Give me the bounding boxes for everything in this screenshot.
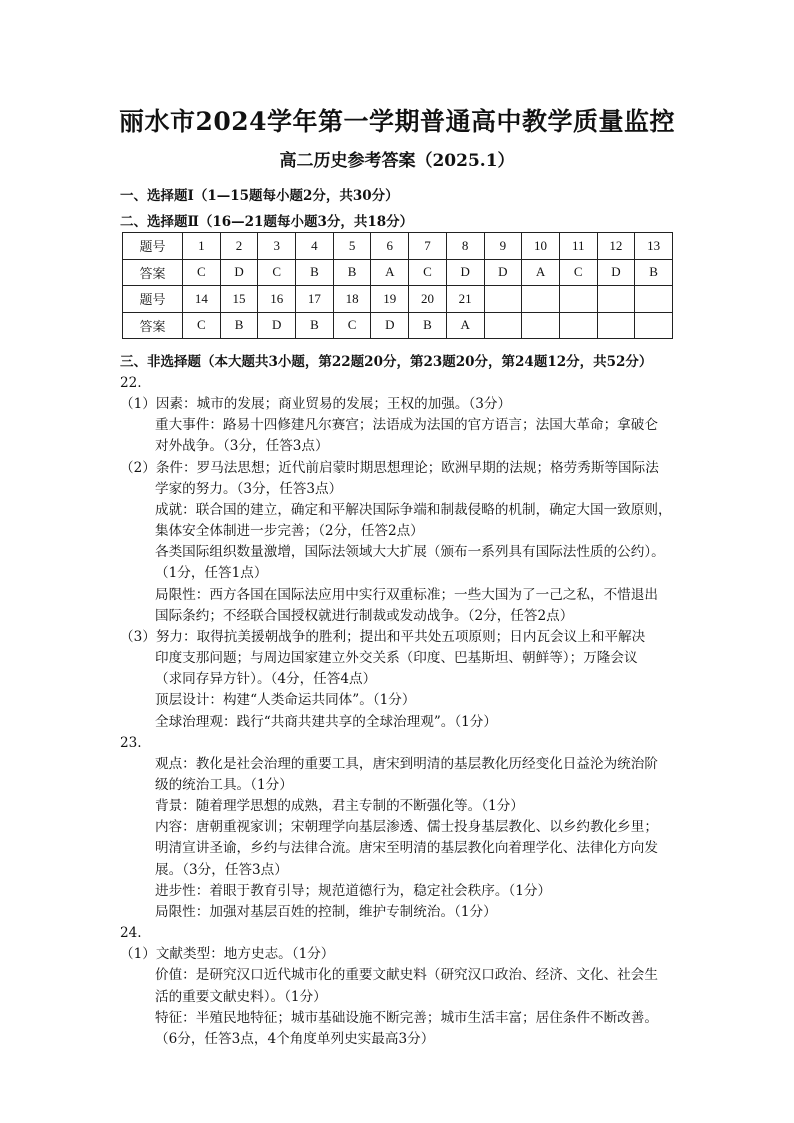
- answer-cell: D: [220, 259, 258, 286]
- question-number-cell: 12: [597, 233, 635, 260]
- question-number-cell: 15: [220, 286, 258, 313]
- row-header: 答案: [123, 259, 183, 286]
- question-number: 23.: [120, 734, 142, 751]
- answer-cell: [522, 312, 560, 339]
- question-number-cell: 17: [296, 286, 334, 313]
- question-number-cell: [484, 286, 522, 313]
- answer-line: 内容：唐朝重视家训；宋朝理学向基层渗透、儒士投身基层教化、以乡约教化乡里；: [155, 819, 658, 836]
- question-number-cell: 18: [333, 286, 371, 313]
- answer-cell: [484, 312, 522, 339]
- row-header: 答案: [123, 312, 183, 339]
- section-1-heading: 一、选择题Ⅰ（1—15题每小题2分，共30分）: [120, 188, 399, 204]
- answer-cell: C: [183, 312, 221, 339]
- answer-cell: C: [183, 259, 221, 286]
- answer-line: 学家的努力。（3分，任答3点）: [155, 480, 343, 497]
- question-number-cell: 9: [484, 233, 522, 260]
- answer-line: 观点：教化是社会治理的重要工具，唐宋到明清的基层教化历经变化日益沦为统治阶: [155, 755, 658, 772]
- answer-cell: C: [409, 259, 447, 286]
- answer-line: 级的统治工具。（1分）: [155, 776, 293, 793]
- answer-line: （3）努力：取得抗美援朝战争的胜利；提出和平共处五项原则；日内瓦会议上和平解决: [120, 628, 646, 645]
- question-number-cell: 1: [183, 233, 221, 260]
- answer-cell: D: [446, 259, 484, 286]
- answer-line: 国际条约；不经联合国授权就进行制裁或发动战争。（2分，任答2点）: [155, 607, 574, 624]
- answer-cell: C: [333, 312, 371, 339]
- answer-cell: C: [559, 259, 597, 286]
- question-number-cell: 20: [409, 286, 447, 313]
- answer-line: （1）因素：城市的发展；商业贸易的发展；王权的加强。（3分）: [120, 396, 512, 413]
- answer-line: 集体安全体制进一步完善；（2分，任答2点）: [155, 523, 424, 540]
- question-number-cell: 13: [635, 233, 673, 260]
- answer-line: 局限性：加强对基层百姓的控制，维护专制统治。（1分）: [155, 903, 497, 920]
- answer-line: （求同存异方针）。（4分，任答4点）: [155, 671, 377, 688]
- answer-cell: A: [371, 259, 409, 286]
- table-row: [123, 312, 673, 339]
- question-number-cell: 21: [446, 286, 484, 313]
- question-number-cell: 5: [333, 233, 371, 260]
- answer-line: （2）条件：罗马法思想；近代前启蒙时期思想理论；欧洲早期的法规；格劳秀斯等国际法: [120, 459, 659, 476]
- question-number: 22.: [120, 375, 142, 391]
- question-number-cell: 19: [371, 286, 409, 313]
- document-title: 丽水市2024学年第一学期普通高中教学质量监控: [118, 107, 676, 136]
- answer-cell: C: [258, 259, 296, 286]
- section-2-heading: 二、选择题Ⅱ（16—21题每小题3分，共18分）: [120, 214, 414, 230]
- question-number-cell: [559, 286, 597, 313]
- answer-cell: D: [597, 259, 635, 286]
- answer-line: 重大事件：路易十四修建凡尔赛宫；法语成为法国的官方语言；法国大革命；拿破仑: [155, 417, 658, 434]
- question-number-cell: 4: [296, 233, 334, 260]
- document-subtitle: 高二历史参考答案（2025.1）: [279, 151, 515, 171]
- answer-line: 活的重要文献史料）。（1分）: [155, 988, 327, 1005]
- answer-line: 全球治理观：践行“共商共建共享的全球治理观”。（1分）: [155, 713, 497, 730]
- question-number-cell: 2: [220, 233, 258, 260]
- answer-cell: D: [484, 259, 522, 286]
- answer-cell: D: [258, 312, 296, 339]
- answer-cell: [635, 312, 673, 339]
- question-number-cell: 16: [258, 286, 296, 313]
- table-row: [123, 286, 673, 313]
- question-number-cell: [635, 286, 673, 313]
- section-3-heading: 三、非选择题（本大题共3小题，第22题20分，第23题20分，第24题12分，共52分）: [120, 354, 653, 370]
- row-header: 题号: [123, 233, 183, 260]
- answer-line: 各类国际组织数量激增，国际法领域大大扩展（颁布一系列具有国际法性质的公约）。: [155, 544, 665, 561]
- answer-line: 局限性：西方各国在国际法应用中实行双重标准；一些大国为了一己之私，不惜退出: [155, 586, 658, 603]
- answer-line: 价值：是研究汉口近代城市化的重要文献史料（研究汉口政治、经济、文化、社会生: [155, 967, 658, 984]
- answer-cell: B: [333, 259, 371, 286]
- table-row: [123, 233, 673, 260]
- answer-cell: B: [409, 312, 447, 339]
- answer-line: 对外战争。（3分，任答3点）: [155, 438, 329, 455]
- answer-line: 顶层设计：构建“人类命运共同体”。（1分）: [155, 692, 416, 709]
- question-number-cell: 3: [258, 233, 296, 260]
- question-number-cell: 8: [446, 233, 484, 260]
- answer-table: [122, 232, 673, 339]
- answer-line: 明清宣讲圣谕，乡约与法律合流。唐宋至明清的基层教化向着理学化、法律化方向发: [155, 840, 658, 857]
- question-number-cell: 11: [559, 233, 597, 260]
- question-number-cell: 7: [409, 233, 447, 260]
- row-header: 题号: [123, 286, 183, 313]
- answer-cell: B: [296, 312, 334, 339]
- answer-cell: [559, 312, 597, 339]
- answer-line: 展。（3分，任答3点）: [155, 861, 288, 878]
- question-number-cell: 14: [183, 286, 221, 313]
- answer-cell: B: [635, 259, 673, 286]
- answer-cell: B: [220, 312, 258, 339]
- question-number-cell: 6: [371, 233, 409, 260]
- answer-line: （1分，任答1点）: [155, 565, 268, 582]
- answer-line: （6分，任答3点，4个角度单列史实最高3分）: [155, 1030, 435, 1047]
- question-number-cell: [597, 286, 635, 313]
- answer-line: 印度支那问题；与周边国家建立外交关系（印度、巴基斯坦、朝鲜等）；万隆会议: [155, 650, 638, 667]
- answer-line: （1）文献类型：地方史志。（1分）: [120, 946, 335, 963]
- answer-cell: D: [371, 312, 409, 339]
- answer-line: 成就：联合国的建立，确定和平解决国际争端和制裁侵略的机制，确定大国一致原则，: [155, 501, 672, 518]
- table-row: [123, 259, 673, 286]
- answer-line: 特征：半殖民地特征；城市基础设施不断完善；城市生活丰富；居住条件不断改善。: [155, 1009, 658, 1026]
- answer-cell: B: [296, 259, 334, 286]
- answer-cell: A: [446, 312, 484, 339]
- answer-line: 进步性：着眼于教育引导；规范道德行为，稳定社会秩序。（1分）: [155, 882, 552, 899]
- answer-line: 背景：随着理学思想的成熟，君主专制的不断强化等。（1分）: [155, 798, 524, 815]
- question-number-cell: [522, 286, 560, 313]
- answer-cell: [597, 312, 635, 339]
- question-number: 24.: [120, 925, 142, 942]
- answer-cell: A: [522, 259, 560, 286]
- answer-body: [120, 373, 680, 1050]
- question-number-cell: 10: [522, 233, 560, 260]
